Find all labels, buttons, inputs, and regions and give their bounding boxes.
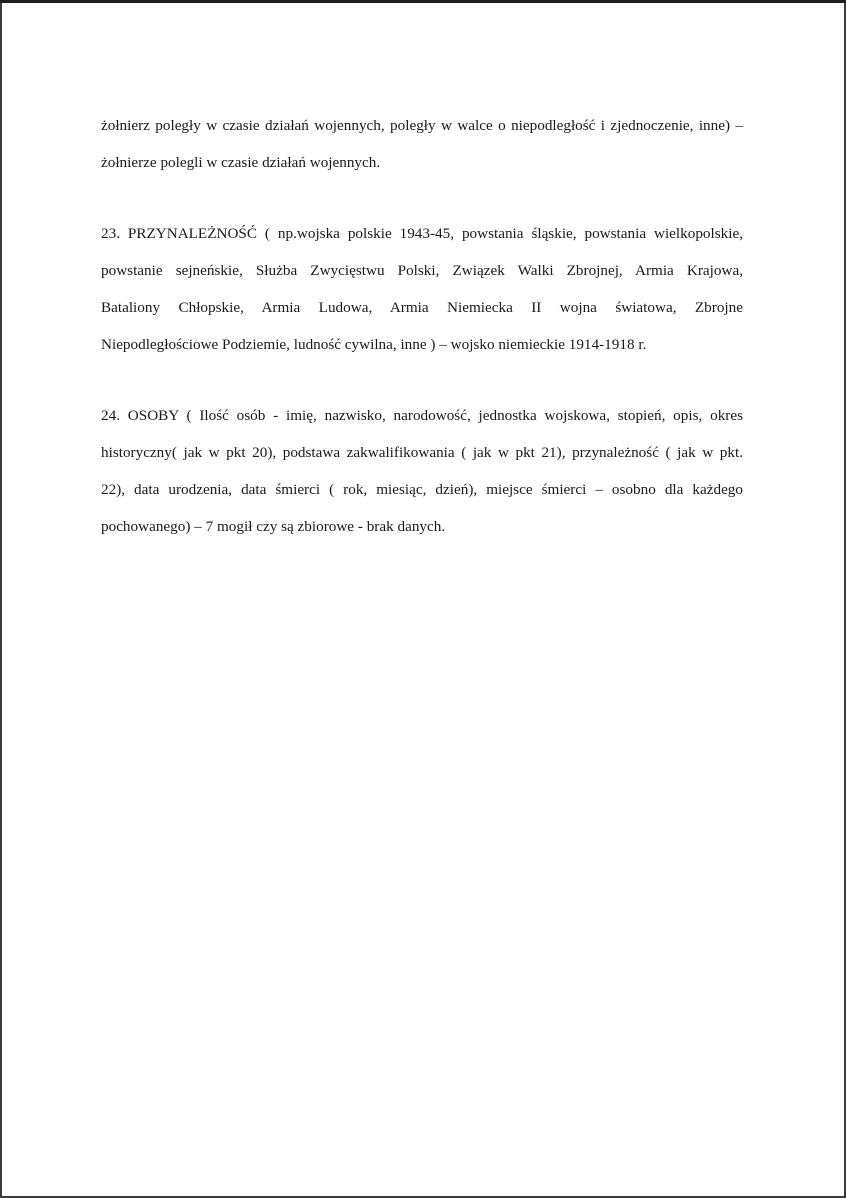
section-24-line-2: historyczny( jak w pkt 20), podstawa zakwalifikowania ( jak w pkt 21), przynależność ( jak w pkt.: [101, 444, 743, 461]
section-23-line-4: Niepodległościowe Podziemie, ludność cywilna, inne ) – wojsko niemieckie 1914-1918 r.: [101, 336, 647, 353]
paragraph-gap: [101, 181, 743, 215]
intro-line-1: żołnierz poległy w czasie działań wojennych, poległy w walce o niepodległość i zjednoczenie, inne) –: [101, 117, 743, 134]
paragraph-intro: [101, 107, 743, 181]
section-24-line-4: pochowanego) – 7 mogił czy są zbiorowe - brak danych.: [101, 518, 446, 535]
document-body: [101, 107, 743, 545]
section-24-line-1: 24. OSOBY ( Ilość osób - imię, nazwisko, narodowość, jednostka wojskowa, stopień, opis, okres: [101, 407, 743, 424]
section-24-line-3: 22), data urodzenia, data śmierci ( rok, miesiąc, dzień), miejsce śmierci – osobno dla każdego: [101, 481, 743, 498]
section-24-persons: [101, 397, 743, 545]
section-23-affiliation: [101, 215, 743, 363]
section-23-line-2: powstanie sejneńskie, Służba Zwycięstwu Polski, Związek Walki Zbrojnej, Armia Krajowa,: [101, 262, 743, 279]
section-23-line-3: Bataliony Chłopskie, Armia Ludowa, Armia Niemiecka II wojna światowa, Zbrojne: [101, 299, 743, 316]
paragraph-gap: [101, 363, 743, 397]
intro-line-2: żołnierze polegli w czasie działań wojennych.: [101, 154, 381, 171]
section-23-line-1: 23. PRZYNALEŻNOŚĆ ( np.wojska polskie 1943-45, powstania śląskie, powstania wielkopolskie,: [101, 225, 743, 242]
scan-top-edge: [0, 0, 846, 3]
